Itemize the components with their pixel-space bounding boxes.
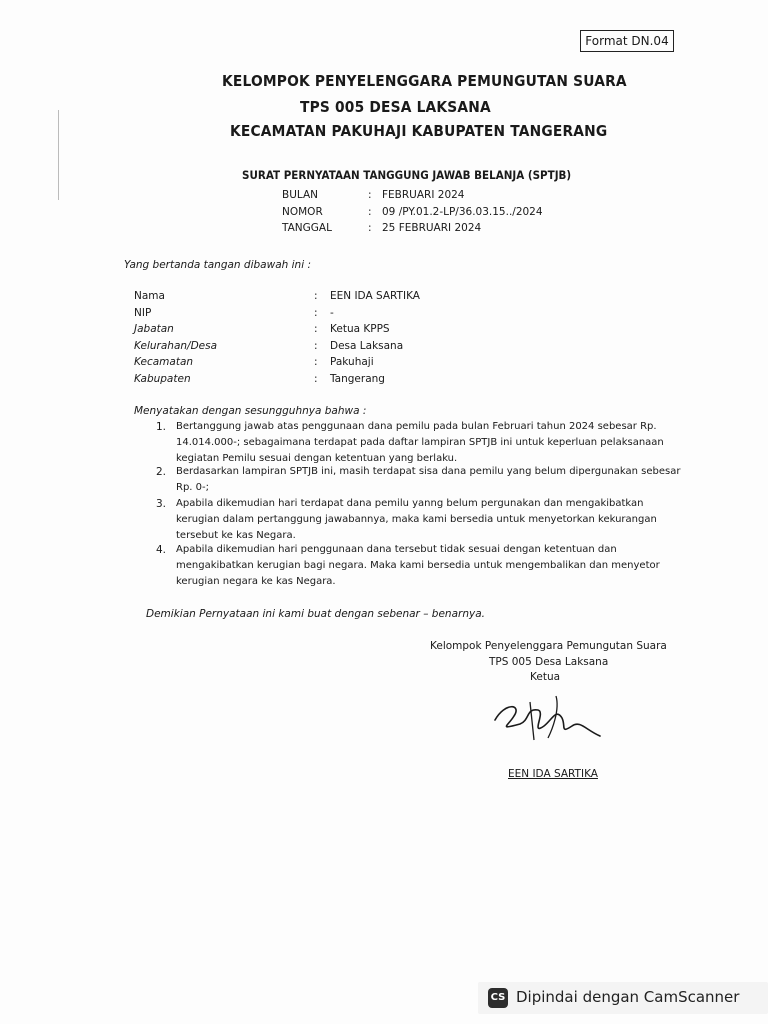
item-number: 1. <box>156 421 167 433</box>
item-text-line: kerugian dalam pertanggung jawabannya, maka kami bersedia untuk menyetorkan kekurangan <box>176 514 657 525</box>
item-text-line: Rp. 0-; <box>176 482 209 493</box>
item-text-line: Apabila dikemudian hari penggunaan dana tersebut tidak sesuai dengan ketentuan dan <box>176 544 617 555</box>
signature-unit: TPS 005 Desa Laksana <box>489 656 609 668</box>
field-value: Tangerang <box>330 373 385 385</box>
camscanner-logo-icon: CS <box>488 988 508 1008</box>
field-separator: : <box>314 290 318 302</box>
signature-role: Ketua <box>530 671 561 683</box>
format-label: Format DN.04 <box>580 30 674 52</box>
field-value: Pakuhaji <box>330 356 374 368</box>
document-title: SURAT PERNYATAAN TANGGUNG JAWAB BELANJA (SPTJB) <box>242 168 572 182</box>
field-label: Kelurahan/Desa <box>134 340 218 352</box>
meta-value: 25 FEBRUARI 2024 <box>382 222 482 234</box>
item-text-line: Bertanggung jawab atas penggunaan dana pemilu pada bulan Februari tahun 2024 sebesar Rp. <box>176 421 657 432</box>
field-label: NIP <box>134 307 152 319</box>
intro-text: Yang bertanda tangan dibawah ini : <box>124 259 311 271</box>
field-value: EEN IDA SARTIKA <box>330 290 420 302</box>
field-separator: : <box>314 356 318 368</box>
meta-value: 09 /PY.01.2-LP/36.03.15../2024 <box>382 206 543 218</box>
item-text-line: tersebut ke kas Negara. <box>176 530 296 541</box>
field-value: Ketua KPPS <box>330 323 390 335</box>
field-separator: : <box>314 323 318 335</box>
meta-value: FEBRUARI 2024 <box>382 189 465 201</box>
item-text-line: kegiatan Pemilu sesuai dengan ketentuan yang berlaku. <box>176 453 458 464</box>
field-value: - <box>330 307 334 319</box>
meta-label: TANGGAL <box>282 222 332 234</box>
item-text-line: Berdasarkan lampiran SPTJB ini, masih terdapat sisa dana pemilu yang belum dipergunakan sebesar <box>176 466 681 477</box>
item-text-line: Apabila dikemudian hari terdapat dana pemilu yanng belum pergunakan dan mengakibatkan <box>176 498 644 509</box>
statement-intro: Menyatakan dengan sesungguhnya bahwa : <box>134 405 367 417</box>
meta-separator: : <box>368 189 372 201</box>
field-value: Desa Laksana <box>330 340 404 352</box>
field-label: Kecamatan <box>134 356 194 368</box>
field-separator: : <box>314 340 318 352</box>
scan-edge-mark <box>58 110 59 200</box>
item-text-line: 14.014.000-; sebagaimana terdapat pada daftar lampiran SPTJB ini untuk keperluan pelaksanaan <box>176 437 664 448</box>
meta-separator: : <box>368 206 372 218</box>
field-separator: : <box>314 307 318 319</box>
item-number: 2. <box>156 466 167 478</box>
handwritten-signature <box>490 690 610 750</box>
field-label: Nama <box>134 290 165 302</box>
signatory-name: EEN IDA SARTIKA <box>508 768 598 780</box>
meta-label: NOMOR <box>282 206 323 218</box>
header-line-1: KELOMPOK PENYELENGGARA PEMUNGUTAN SUARA <box>222 72 627 90</box>
item-number: 4. <box>156 544 167 556</box>
meta-label: BULAN <box>282 189 319 201</box>
field-separator: : <box>314 373 318 385</box>
meta-separator: : <box>368 222 372 234</box>
field-label: Kabupaten <box>134 373 191 385</box>
header-line-2: TPS 005 DESA LAKSANA <box>300 98 491 116</box>
header-line-3: KECAMATAN PAKUHAJI KABUPATEN TANGERANG <box>230 122 608 140</box>
item-number: 3. <box>156 498 167 510</box>
signature-org: Kelompok Penyelenggara Pemungutan Suara <box>430 640 667 652</box>
item-text-line: mengakibatkan kerugian bagi negara. Maka kami bersedia untuk mengembalikan dan menyetor <box>176 560 660 571</box>
closing-text: Demikian Pernyataan ini kami buat dengan sebenar – benarnya. <box>146 608 485 620</box>
field-label: Jabatan <box>134 323 174 335</box>
camscanner-text: Dipindai dengan CamScanner <box>516 988 740 1006</box>
item-text-line: kerugian negara ke kas Negara. <box>176 576 336 587</box>
